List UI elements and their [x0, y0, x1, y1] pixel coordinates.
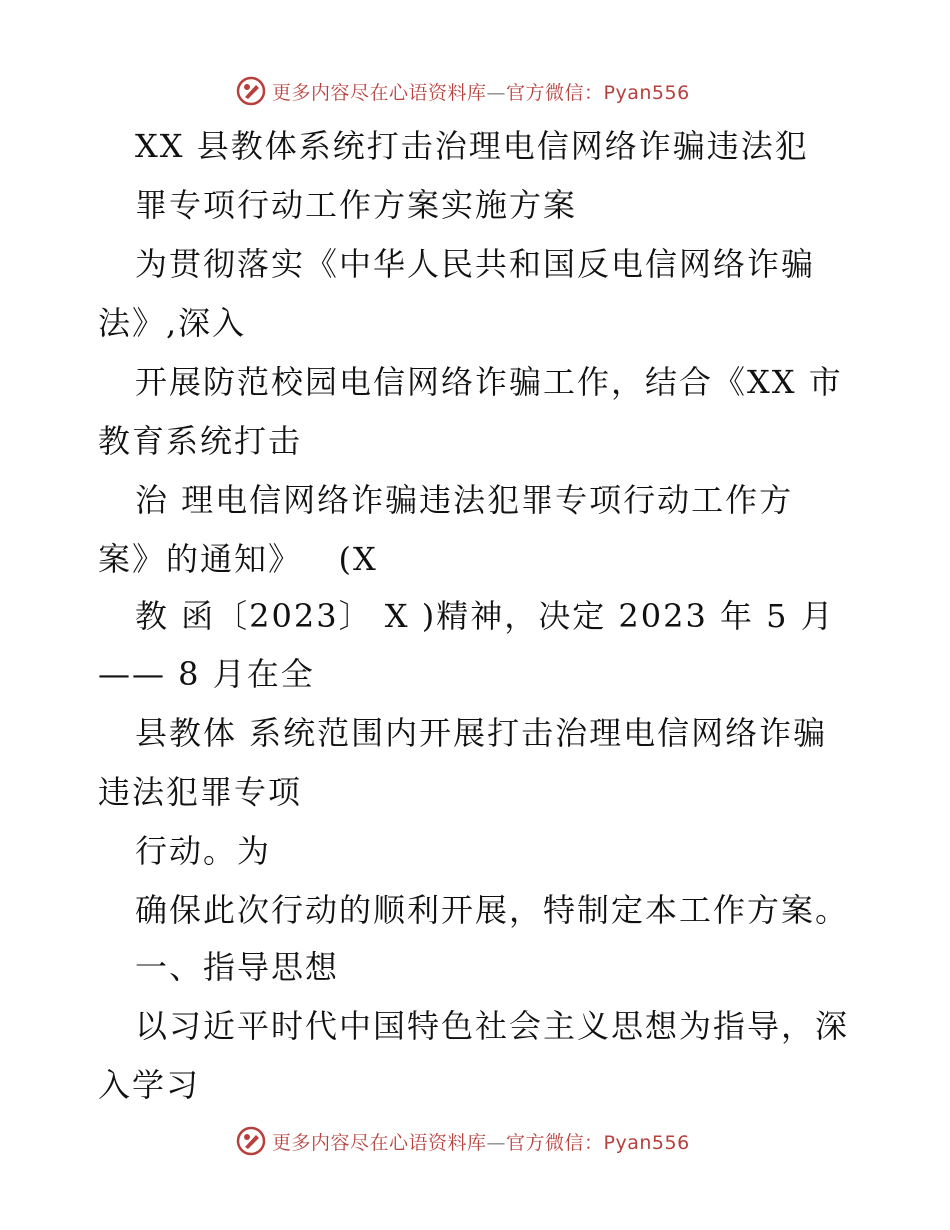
- doc-line: 教 函〔2023〕 X )精神，决定 2023 年 5 月: [135, 597, 835, 635]
- doc-line: 法》,深入: [98, 304, 247, 342]
- doc-line: 治 理电信网络诈骗违法犯罪专项行动工作方: [135, 481, 794, 519]
- banner-wechat-id: Pyan556: [603, 81, 690, 104]
- doc-line: 县教体 系统范围内开展打击治理电信网络诈骗: [135, 714, 828, 752]
- doc-line: —— 8 月在全: [98, 655, 315, 693]
- banner-dash: —: [486, 81, 507, 104]
- doc-line: 以习近平时代中国特色社会主义思想为指导，深: [135, 1007, 850, 1045]
- doc-line: 行动。为: [135, 832, 272, 870]
- banner-sub-text: 官方微信：: [506, 81, 604, 104]
- doc-line: 教育系统打击: [98, 422, 303, 460]
- doc-line: XX 县教体系统打击治理电信网络诈骗违法犯: [135, 127, 809, 165]
- doc-line: 入学习: [98, 1066, 201, 1104]
- banner-sub-text: 官方微信：: [506, 1131, 604, 1154]
- banner-main-text: 更多内容尽在心语资料库: [272, 81, 487, 104]
- doc-line: 违法犯罪专项: [98, 773, 303, 811]
- banner-dash: —: [486, 1131, 507, 1154]
- banner-text: [272, 1128, 690, 1155]
- doc-line: 开展防范校园电信网络诈骗工作，结合《XX 市: [135, 363, 843, 401]
- doc-line: 罪专项行动工作方案实施方案: [135, 186, 578, 224]
- doc-line: 确保此次行动的顺利开展，特制定本工作方案。: [135, 891, 850, 929]
- doc-line: 为贯彻落实《中华人民共和国反电信网络诈骗: [135, 245, 816, 283]
- doc-line: 案》的通知》 (X: [98, 540, 378, 578]
- banner-wechat-id: Pyan556: [603, 1131, 690, 1154]
- section-heading: 一、指导思想: [135, 948, 340, 986]
- brand-logo-icon: [236, 1126, 266, 1156]
- footer-watermark-banner: [236, 1124, 690, 1158]
- banner-main-text: 更多内容尽在心语资料库: [272, 1131, 487, 1154]
